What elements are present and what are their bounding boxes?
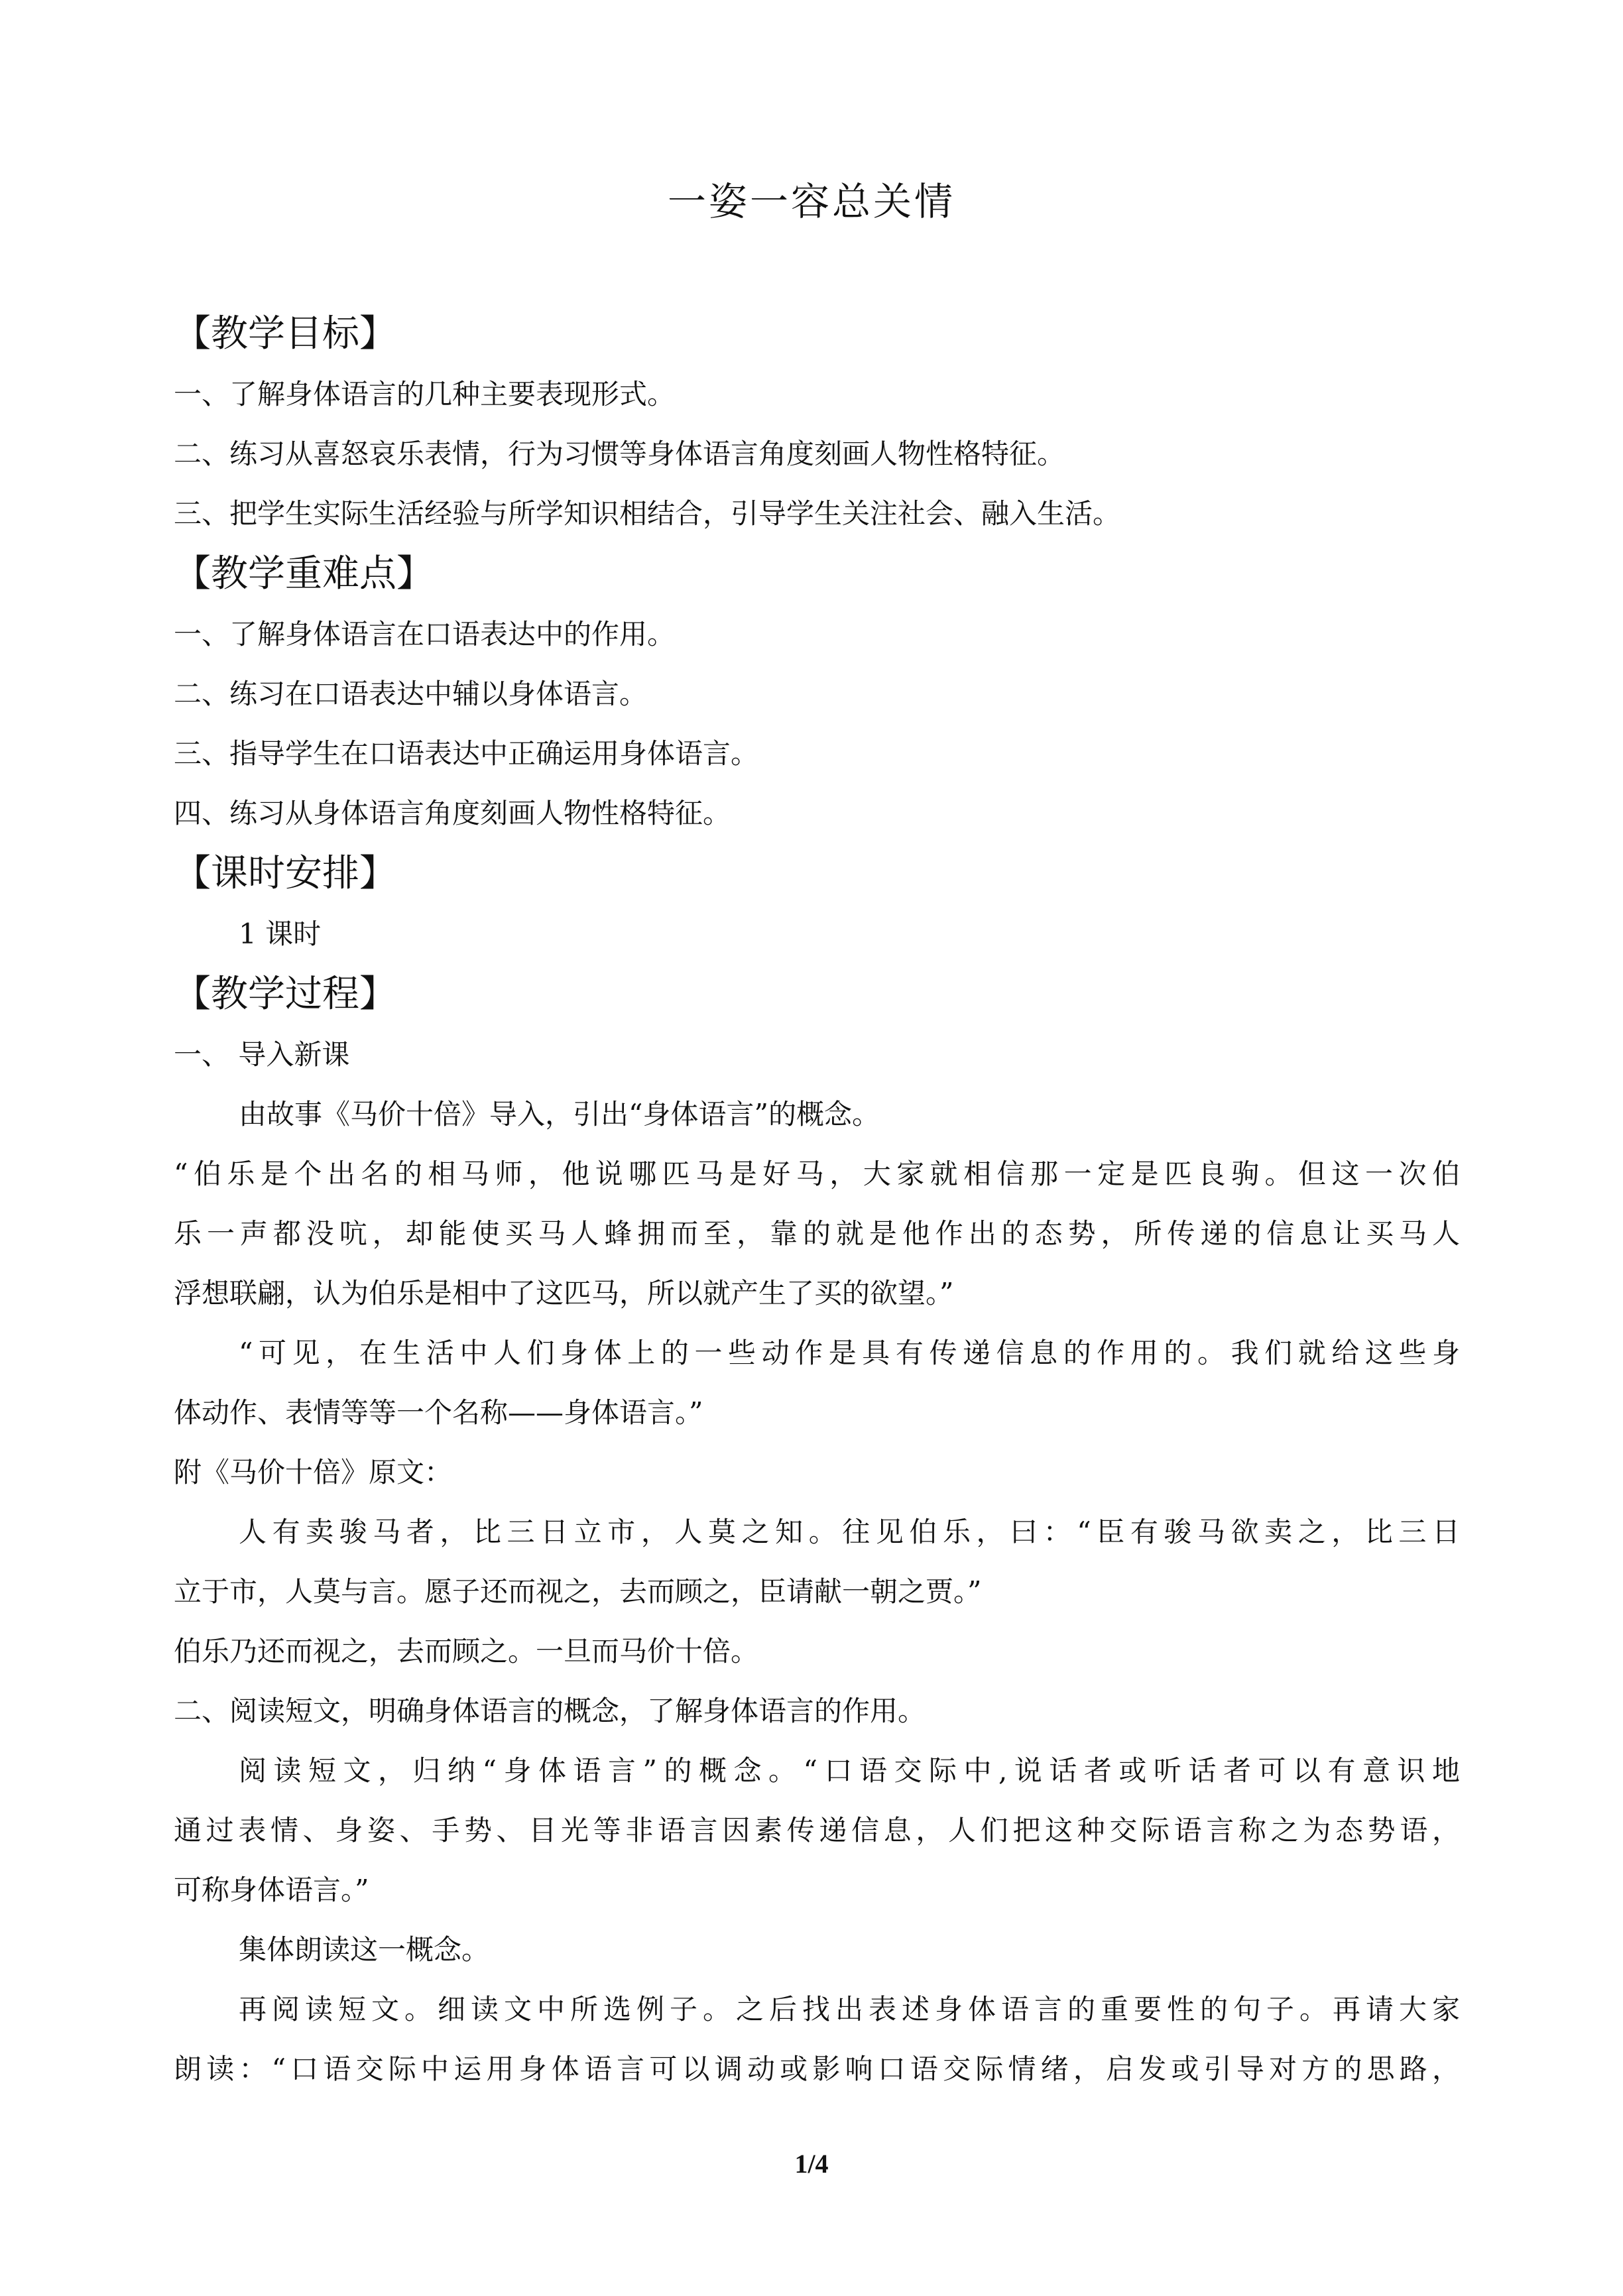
quote-line: 立于市，人莫与言。愿子还而视之，去而顾之，臣请献一朝之贾。” xyxy=(174,1575,982,1608)
section-heading-schedule: 【课时安排】 xyxy=(174,852,396,895)
quote-line: 伯乐乃还而视之，去而顾之。一旦而马价十倍。 xyxy=(174,1635,759,1667)
document-body xyxy=(174,304,1460,2099)
process-step-heading: 二、阅读短文，明确身体语言的概念，了解身体语言的作用。 xyxy=(174,1695,926,1727)
schedule-text: 1 课时 xyxy=(239,918,322,950)
paragraph-line: 朗读：“口语交际中运用身体语言可以调动或影响口语交际情绪，启发或引导对方的思路， xyxy=(174,2053,1460,2085)
objective-item: 二、练习从喜怒哀乐表情，行为习惯等身体语言角度刻画人物性格特征。 xyxy=(174,438,1065,470)
paragraph-line: 体动作、表情等等一个名称——身体语言。” xyxy=(174,1396,703,1429)
document-title: 一姿一容总关情 xyxy=(667,179,955,224)
key-point-item: 一、了解身体语言在口语表达中的作用。 xyxy=(174,618,676,650)
objective-item: 一、了解身体语言的几种主要表现形式。 xyxy=(174,378,676,410)
paragraph-line: 通过表情、身姿、手势、目光等非语言因素传递信息，人们把这种交际语言称之为态势语， xyxy=(174,1814,1460,1846)
paragraph-line: 浮想联翩，认为伯乐是相中了这匹马，所以就产生了买的欲望。” xyxy=(174,1277,954,1309)
paragraph-line: 再阅读短文。细读文中所选例子。之后找出表述身体语言的重要性的句子。再请大家 xyxy=(239,1993,1460,2025)
paragraph-line: 可称身体语言。” xyxy=(174,1874,369,1906)
objective-item: 三、把学生实际生活经验与所学知识相结合，引导学生关注社会、融入生活。 xyxy=(174,497,1121,530)
quote-line: 人有卖骏马者，比三日立市，人莫之知。往见伯乐，曰：“臣有骏马欲卖之，比三日 xyxy=(239,1516,1460,1548)
key-point-item: 四、练习从身体语言角度刻画人物性格特征。 xyxy=(174,797,731,829)
key-point-item: 二、练习在口语表达中辅以身体语言。 xyxy=(174,678,648,710)
paragraph-line: 由故事《马价十倍》导入，引出“身体语言”的概念。 xyxy=(239,1098,880,1130)
paragraph-line: 阅读短文，归纳“身体语言”的概念。“口语交际中,说话者或听话者可以有意识地 xyxy=(239,1754,1460,1787)
process-step-heading: 一、 导入新课 xyxy=(174,1038,350,1071)
section-heading-key-points: 【教学重难点】 xyxy=(174,552,434,595)
paragraph-line: 集体朗读这一概念。 xyxy=(239,1933,490,1966)
key-point-item: 三、指导学生在口语表达中正确运用身体语言。 xyxy=(174,737,759,770)
section-heading-process: 【教学过程】 xyxy=(174,973,396,1016)
paragraph-line: 附《马价十倍》原文： xyxy=(174,1456,453,1488)
paragraph-line: “伯乐是个出名的相马师，他说哪匹马是好马，大家就相信那一定是匹良驹。但这一次伯 xyxy=(174,1158,1460,1190)
page-number: 1/4 xyxy=(794,2149,829,2179)
section-heading-objectives: 【教学目标】 xyxy=(174,312,396,355)
paragraph-line: 乐一声都没吭，却能使买马人蜂拥而至，靠的就是他作出的态势，所传递的信息让买马人 xyxy=(174,1217,1460,1250)
paragraph-line: “可见，在生活中人们身体上的一些动作是具有传递信息的作用的。我们就给这些身 xyxy=(239,1337,1460,1369)
